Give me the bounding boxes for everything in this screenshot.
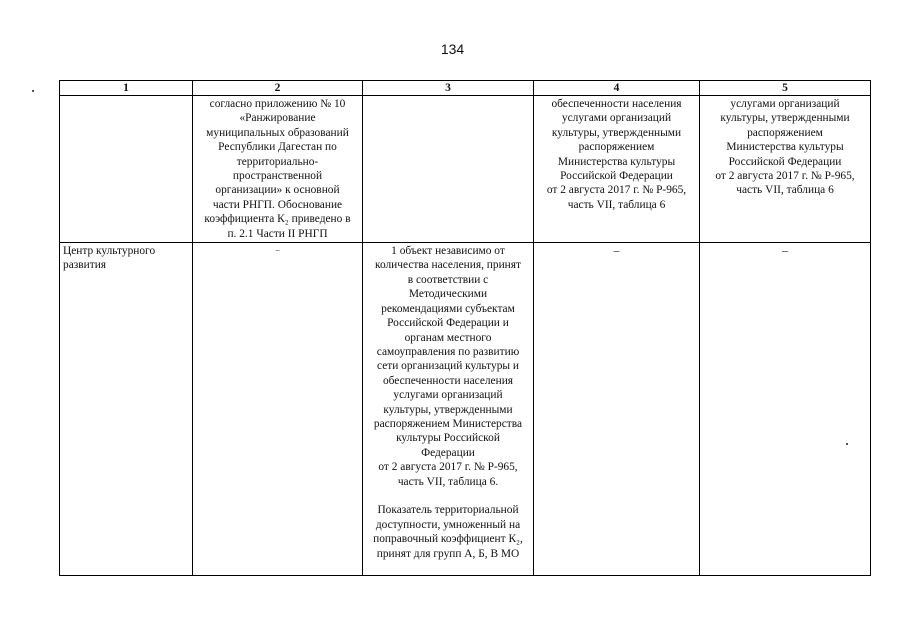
page-number: 134: [440, 41, 465, 57]
row2-col3-cell: [363, 243, 534, 576]
row1-col5-cell: [700, 96, 871, 243]
row2-col2-cell: [193, 243, 363, 576]
header-col-3: 3: [363, 81, 534, 96]
row2-col5-cell: [700, 243, 871, 576]
table-row: [60, 96, 871, 243]
norms-table: [59, 80, 871, 576]
row1-col4-text: обеспеченности населения услугами организаций культуры, утвержденными распоряжением Министерства культуры Российской Федерации от 2 августа 2017 г. № Р-965, часть VII, таблица 6: [546, 98, 687, 211]
row1-col2-text: согласно приложению № 10 «Ранжирование муниципальных образований Республики Дагестан по территориально- пространственной организации» к основной части РНГП. Обоснование коэффициента К₂ приведено в п. 2.1 Части II РНГП: [204, 98, 351, 240]
row1-col4-cell: [534, 96, 700, 243]
row2-col4-dash: –: [613, 245, 620, 258]
header-row: [60, 81, 871, 96]
row1-col1-cell: [60, 96, 193, 243]
row1-col3-cell: [363, 96, 534, 243]
row2-col4-cell: [534, 243, 700, 576]
row1-col2-cell: [193, 96, 363, 243]
table-row: [60, 243, 871, 576]
row2-col5-dash: –: [782, 245, 788, 258]
header-col-4: 4: [534, 81, 700, 96]
row2-col1-text: Центр культурного развития: [63, 245, 156, 272]
row1-col5-text: услугами организаций культуры, утвержденными распоряжением Министерства культуры Российской Федерации от 2 августа 2017 г. № Р-965, часть VII, таблица 6: [715, 98, 855, 197]
header-col-1: 1: [60, 81, 193, 96]
row2-col2-dash: –: [275, 245, 280, 255]
margin-mark: [32, 90, 34, 92]
header-col-2: 2: [193, 81, 363, 96]
row2-col1-cell: [60, 243, 193, 576]
header-col-5: 5: [700, 81, 871, 96]
row2-col3-text: 1 объект независимо от количества населения, принят в соответствии с Методическими рекомендациями субъектам Российской Федерации и органам местного самоуправления по развитию сети организаций культуры и обеспеченности населения услугами организаций культуры, утвержденными распоряжением Министерства культуры Российской Федерации от 2 августа 2017 г. № Р-965, часть VII, таблица 6. Показатель территориальной доступности, умноженный на поправочный коэффициент К₂, принят для групп А, Б, В МО: [373, 245, 523, 560]
